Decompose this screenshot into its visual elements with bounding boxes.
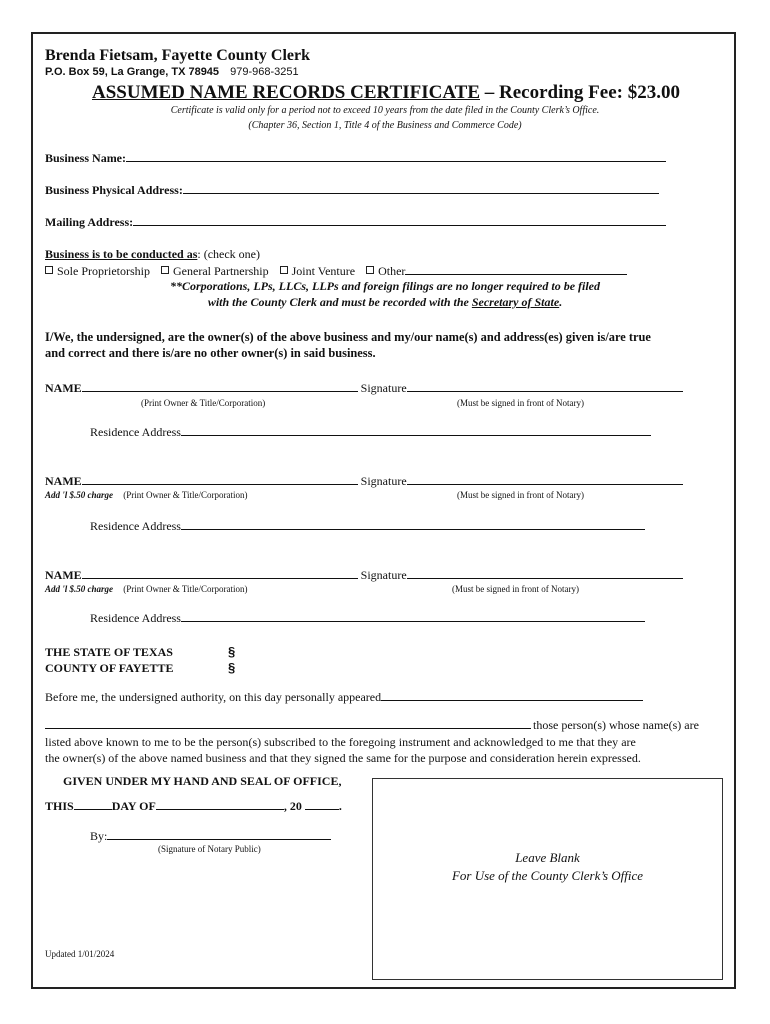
date-row: THIS DAY OF , 20 . <box>45 799 342 813</box>
notary-signature-hint: (Signature of Notary Public) <box>158 844 261 854</box>
clerk-phone: 979-968-3251 <box>230 66 299 78</box>
corporation-note-line2 <box>0 295 770 310</box>
owner1-name-input[interactable] <box>82 380 358 392</box>
mailing-address-input[interactable] <box>133 214 666 226</box>
checkbox-icon[interactable] <box>161 266 169 274</box>
owner2-hints <box>45 490 248 500</box>
those-persons-text: those person(s) whose name(s) are <box>533 718 699 732</box>
option-label: Joint Venture <box>291 264 356 278</box>
section-symbol: § <box>228 660 236 675</box>
conduct-hint: : (check one) <box>197 247 261 261</box>
clerk-office-use-text: For Use of the County Clerk’s Office <box>451 868 644 883</box>
print-hint: (Print Owner & Title/Corporation) <box>123 584 248 594</box>
given-under-hand: GIVEN UNDER MY HAND AND SEAL OF OFFICE, <box>63 774 342 788</box>
clerk-address-line <box>45 66 299 78</box>
residence-label: Residence Address <box>90 519 181 533</box>
name-label: NAME <box>45 568 82 582</box>
owner3-residence-row <box>90 610 645 626</box>
certificate-title: ASSUMED NAME RECORDS CERTIFICATE <box>92 82 480 103</box>
recording-fee: – Recording Fee: $23.00 <box>480 82 680 103</box>
business-name-label: Business Name: <box>45 151 127 165</box>
option-sole-proprietorship[interactable] <box>45 264 150 278</box>
owner3-name-row <box>45 567 683 583</box>
owner1-name-row <box>45 380 683 396</box>
owner1-signature-input[interactable] <box>407 380 683 392</box>
county-of-fayette: COUNTY OF FAYETTE <box>45 661 174 675</box>
validity-note: Certificate is valid only for a period not to exceed 10 years from the date filed in the County Clerk’s Office. <box>170 105 600 116</box>
section-symbol: § <box>228 644 236 659</box>
year-input[interactable] <box>305 798 339 810</box>
owner2-signature-input[interactable] <box>407 473 683 485</box>
leave-blank-text: Leave Blank <box>515 850 580 865</box>
appeared-continued-row <box>45 717 699 733</box>
declaration-line2: and correct and there is/are no other owner(s) in said business. <box>45 346 376 360</box>
name-label: NAME <box>45 381 82 395</box>
by-label: By: <box>90 829 108 843</box>
print-hint: (Print Owner & Title/Corporation) <box>123 490 248 500</box>
corporation-note-line1: **Corporations, LPs, LLCs, LLPs and foreign filings are no longer required to be filed <box>169 279 601 293</box>
option-label: Sole Proprietorship <box>57 264 150 278</box>
residence-label: Residence Address <box>90 611 181 625</box>
notary-hint: (Must be signed in front of Notary) <box>452 584 579 594</box>
conduct-heading <box>45 247 260 262</box>
option-label: Other <box>378 264 406 278</box>
option-label: General Partnership <box>173 264 269 278</box>
physical-address-label: Business Physical Address: <box>45 183 183 197</box>
day-of-label: DAY OF <box>111 799 156 813</box>
add-charge-note: Add 'l $.50 charge <box>45 584 114 594</box>
note-end: . <box>559 295 563 309</box>
secretary-of-state-link[interactable]: Secretary of State <box>471 295 560 309</box>
signature-label: Signature <box>360 381 407 395</box>
conduct-label: Business is to be conducted as <box>45 247 198 261</box>
notary-hint: (Must be signed in front of Notary) <box>457 398 584 408</box>
code-reference: (Chapter 36, Section 1, Title 4 of the Business and Commerce Code) <box>248 120 522 131</box>
owner1-residence-row <box>90 424 651 440</box>
business-name-field[interactable] <box>45 150 666 166</box>
clerk-address: P.O. Box 59, La Grange, TX 78945 <box>45 66 220 78</box>
notary-hint: (Must be signed in front of Notary) <box>457 490 584 500</box>
day-input[interactable] <box>74 798 112 810</box>
notary-signature-input[interactable] <box>107 828 331 840</box>
page-title <box>92 82 680 104</box>
before-me-text: Before me, the undersigned authority, on this day personally appeared <box>45 690 382 704</box>
this-label: THIS <box>45 799 74 813</box>
notary-signature-row <box>90 828 331 844</box>
signature-label: Signature <box>360 568 407 582</box>
owner3-residence-input[interactable] <box>181 610 645 622</box>
mailing-address-label: Mailing Address: <box>45 215 134 229</box>
owner3-hints <box>45 584 248 594</box>
clerk-name: Brenda Fietsam, Fayette County Clerk <box>45 47 310 64</box>
owner3-signature-input[interactable] <box>407 567 683 579</box>
month-input[interactable] <box>156 798 284 810</box>
mailing-address-field[interactable] <box>45 214 666 230</box>
checkbox-icon[interactable] <box>366 266 374 274</box>
note-text: with the County Clerk and must be recorded with the <box>207 295 472 309</box>
owner2-residence-row <box>90 518 645 534</box>
updated-date: Updated 1/01/2024 <box>45 949 115 959</box>
owner2-name-input[interactable] <box>82 473 358 485</box>
owner2-residence-input[interactable] <box>181 518 645 530</box>
checkbox-icon[interactable] <box>280 266 288 274</box>
owner1-residence-input[interactable] <box>181 424 651 436</box>
name-label: NAME <box>45 474 82 488</box>
owner2-name-row <box>45 473 683 489</box>
before-me-row <box>45 689 643 705</box>
other-input[interactable] <box>405 263 627 275</box>
physical-address-field[interactable] <box>45 182 659 198</box>
appeared-input[interactable] <box>381 689 643 701</box>
notary-paragraph-2: the owner(s) of the above named business and that they signed the same for the purpose and consideration herein expressed. <box>45 751 641 765</box>
year-label: , 20 <box>283 799 302 813</box>
option-other[interactable] <box>366 264 627 278</box>
appeared-name-input[interactable] <box>45 717 531 729</box>
conduct-options <box>45 263 627 279</box>
state-of-texas: THE STATE OF TEXAS <box>45 645 173 659</box>
checkbox-icon[interactable] <box>45 266 53 274</box>
declaration-line1: I/We, the undersigned, are the owner(s) of the above business and my/our name(s) and address(es) given is/are true <box>45 330 651 344</box>
option-joint-venture[interactable] <box>280 264 355 278</box>
residence-label: Residence Address <box>90 425 181 439</box>
signature-label: Signature <box>360 474 407 488</box>
add-charge-note: Add 'l $.50 charge <box>45 490 114 500</box>
notary-paragraph-1: listed above known to me to be the person(s) subscribed to the foregoing instrument and acknowledged to me that they are <box>45 735 636 749</box>
print-hint: (Print Owner & Title/Corporation) <box>141 398 266 408</box>
option-general-partnership[interactable] <box>161 264 269 278</box>
business-name-input[interactable] <box>126 150 666 162</box>
owner3-name-input[interactable] <box>82 567 358 579</box>
physical-address-input[interactable] <box>183 182 659 194</box>
